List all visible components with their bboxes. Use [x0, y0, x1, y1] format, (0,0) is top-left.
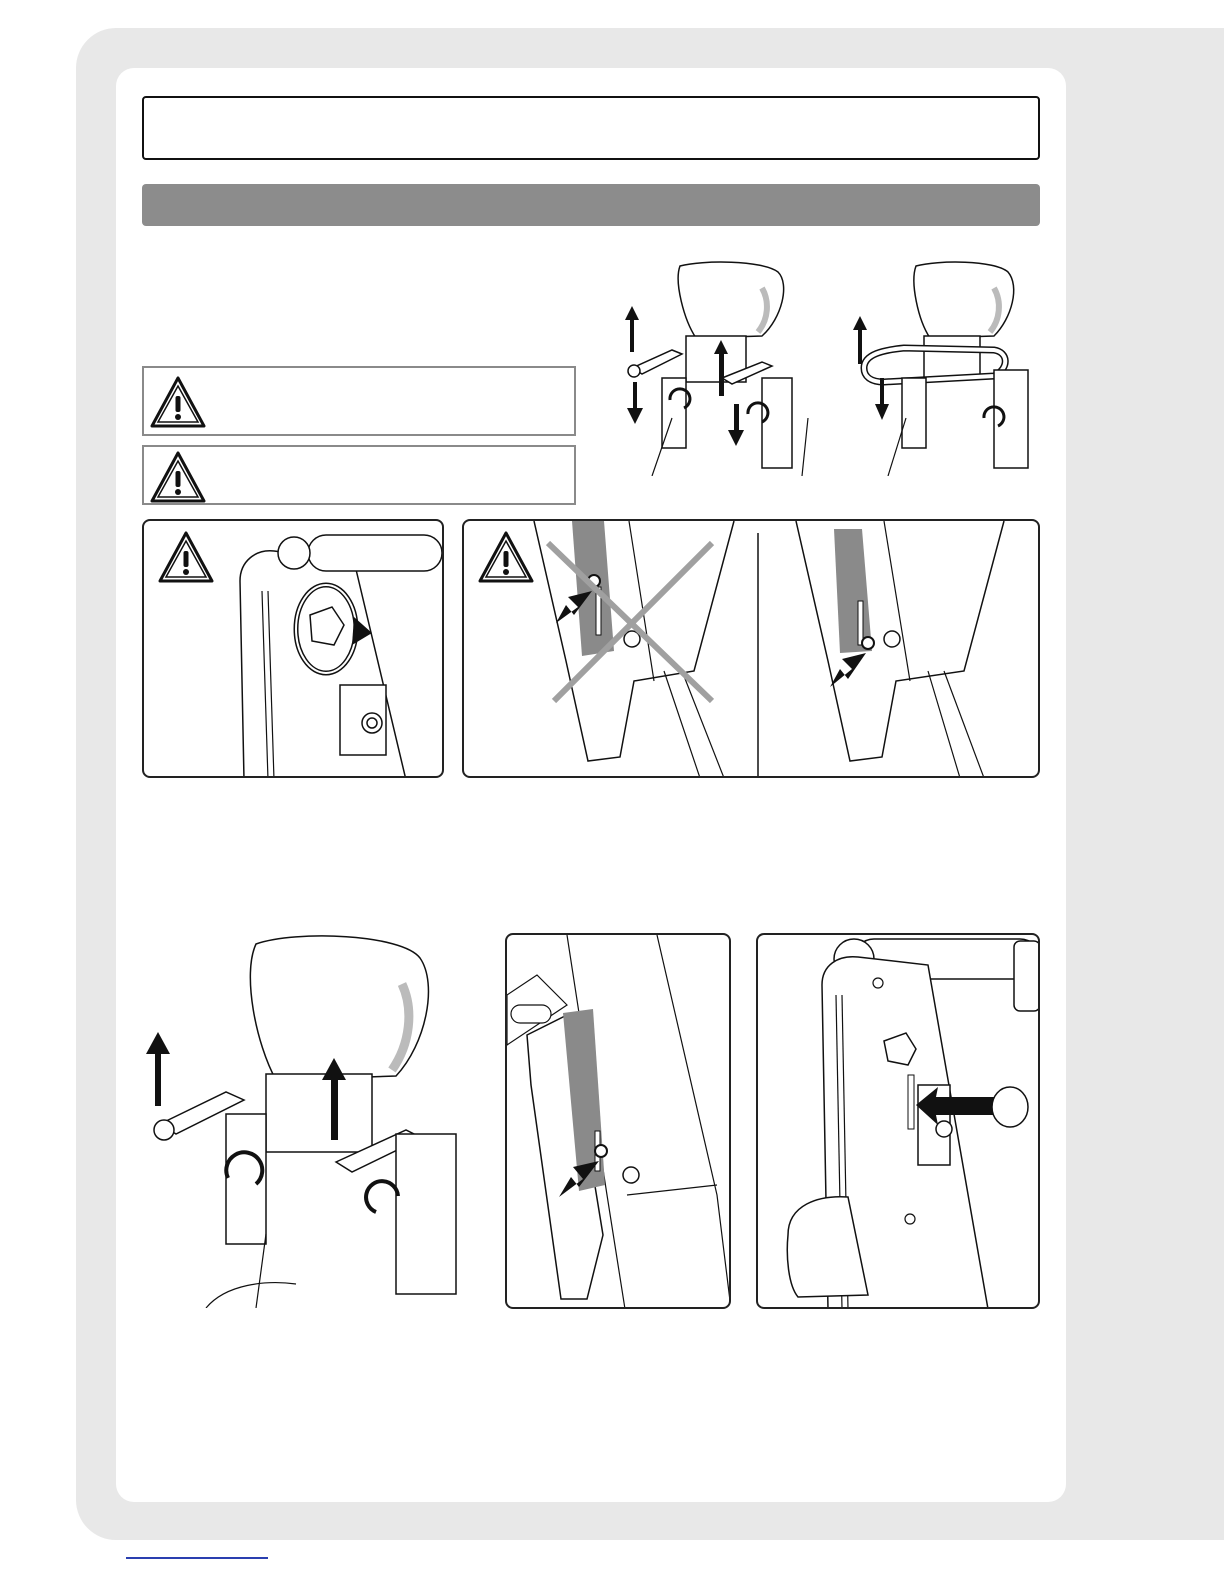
warning-box-1	[142, 366, 576, 436]
title-box	[142, 96, 1040, 160]
detail-frame-cap	[756, 933, 1040, 1309]
headrest-illustration-2	[844, 258, 1040, 476]
position-drawings	[464, 521, 1040, 778]
headrest-removal-illustration	[146, 934, 482, 1308]
knob-drawing	[144, 521, 444, 778]
warning-triangle-icon	[148, 374, 208, 430]
bracket-drawing	[507, 935, 731, 1309]
warning-box-2	[142, 445, 576, 505]
footer-link-underline[interactable]	[126, 1557, 268, 1559]
detail-frame-knob	[142, 519, 444, 778]
headrest-illustration-1	[612, 258, 812, 476]
section-header-bar	[142, 184, 1040, 226]
detail-frame-bracket	[505, 933, 731, 1309]
cap-drawing	[758, 935, 1040, 1309]
warning-triangle-icon	[148, 449, 208, 505]
detail-frame-position	[462, 519, 1040, 778]
